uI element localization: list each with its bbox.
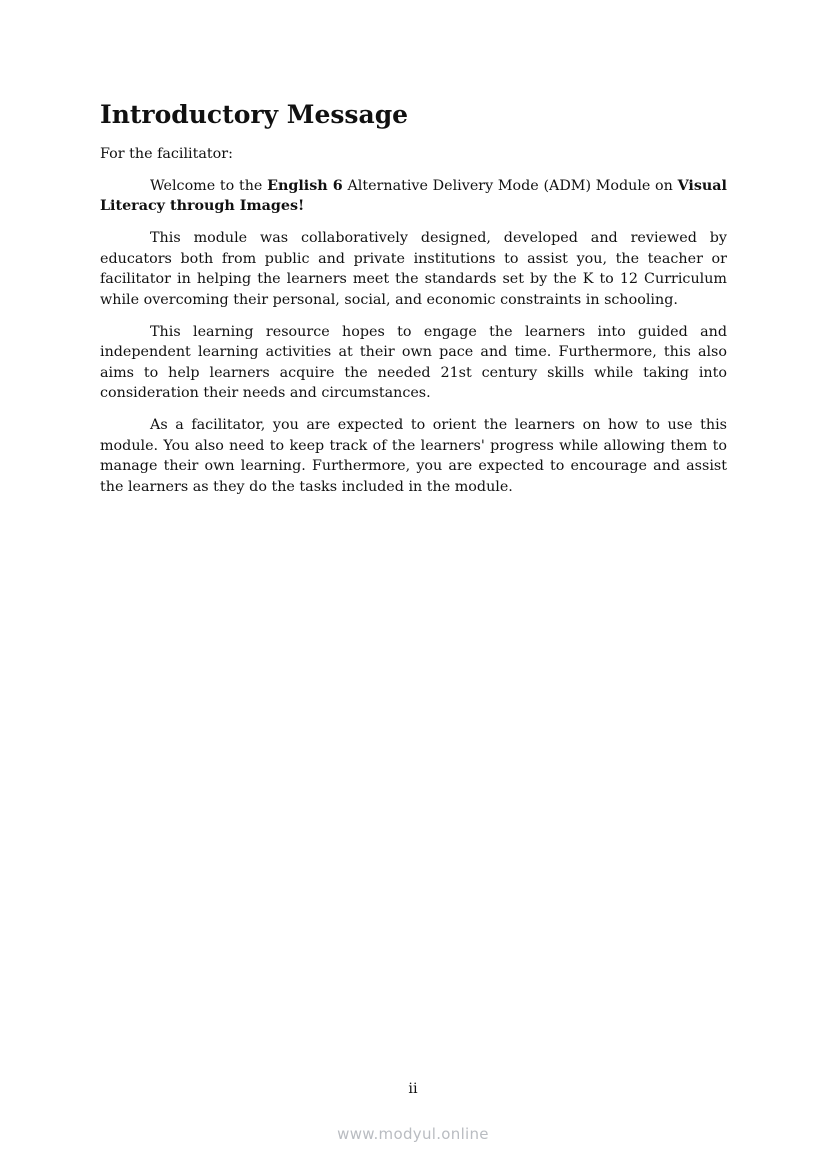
module-title: Visual Literacy through Images! — [100, 177, 727, 214]
document-body — [100, 98, 727, 509]
welcome-paragraph — [100, 176, 727, 217]
welcome-pre-text: Welcome to the — [150, 177, 268, 194]
page-title: Introductory Message — [100, 100, 409, 129]
watermark: www.modyul.online — [337, 1125, 489, 1143]
subject-name: English 6 — [267, 177, 343, 194]
page-number: ii — [408, 1081, 418, 1097]
facilitator-lead: For the facilitator: — [100, 146, 233, 162]
learning-resource-paragraph: This learning resource hopes to engage the learners into guided and independent learning activities at their own pace and time. Furthermore, this also aims to help learners acquire the needed 21st century skills while taking into consideration their needs and circumstances. — [100, 323, 727, 401]
module-design-paragraph: This module was collaboratively designed, developed and reviewed by educators both from public and private institutions to assist you, the teacher or facilitator in helping the learners meet the standards set by the K to 12 Curriculum while overcoming their personal, social, and economic constraints in schooling. — [100, 230, 727, 308]
facilitator-role-paragraph: As a facilitator, you are expected to orient the learners on how to use this module. You also need to keep track of the learners' progress while allowing them to manage their own learning. Furthermore, you are expected to encourage and assist the learners as they do the tasks included in the module. — [100, 417, 727, 495]
welcome-mid-text: Alternative Delivery Mode (ADM) Module on — [342, 177, 678, 194]
